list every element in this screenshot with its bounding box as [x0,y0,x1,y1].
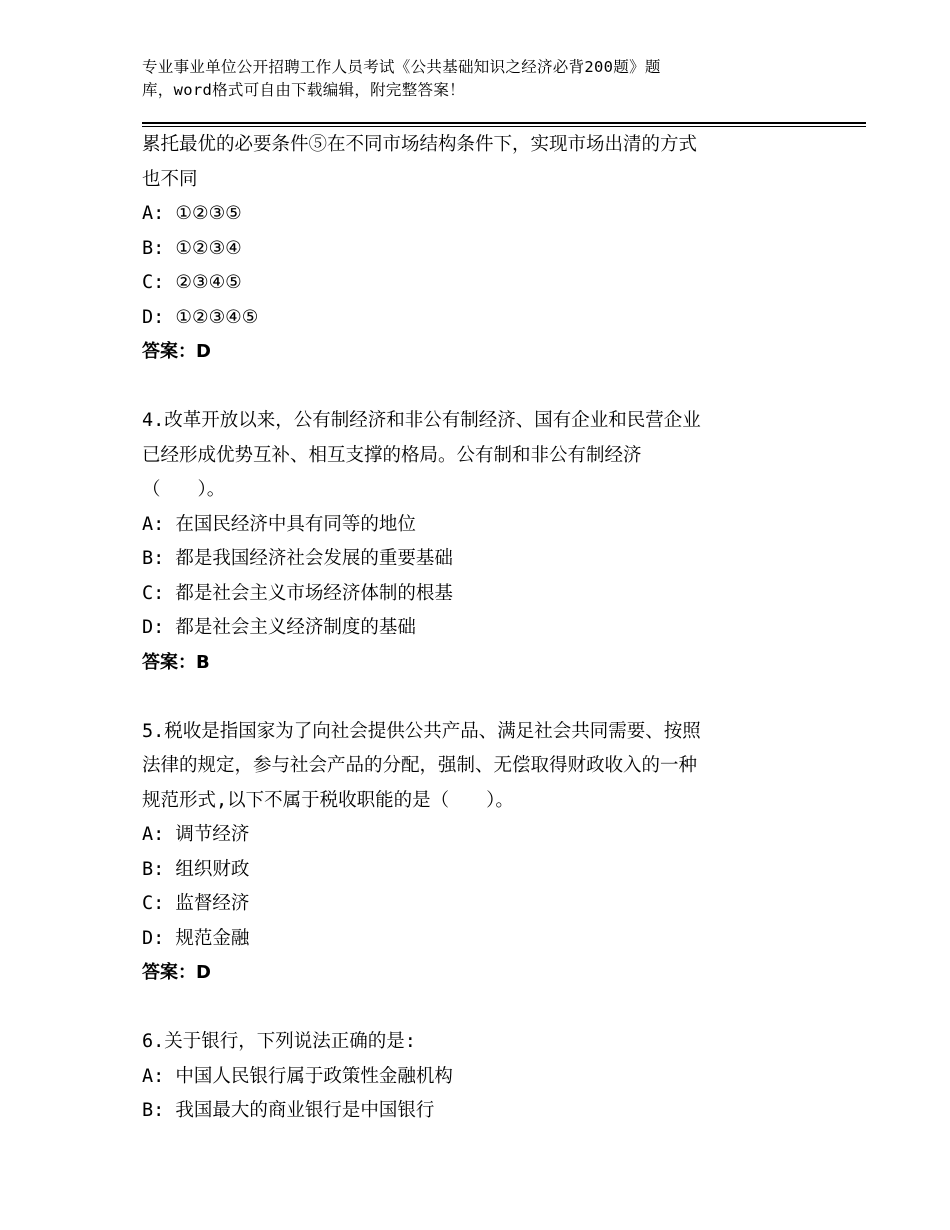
question-stem-line: 6.关于银行，下列说法正确的是: [142,1031,416,1052]
question-4 [142,404,802,680]
option-b: B: 我国最大的商业银行是中国银行 [142,1100,435,1121]
option-c: C: 都是社会主义市场经济体制的根基 [142,582,453,604]
document-body [142,128,802,1129]
option-b: B: 都是我国经济社会发展的重要基础 [142,548,453,569]
answer-label: 答案：D [142,962,211,983]
answer-label: 答案：D [142,341,211,362]
option-c: C: ②③④⑤ [142,272,242,293]
spacer [142,370,802,405]
option-a: A: 在国民经济中具有同等的地位 [142,513,416,535]
question-stem-line: （ ）。 [142,479,226,500]
question-stem-line: 5.税收是指国家为了向社会提供公共产品、满足社会共同需要、按照 [142,720,701,742]
question-5 [142,715,802,991]
question-3-continued [142,128,802,370]
question-stem-line: 累托最优的必要条件⑤在不同市场结构条件下，实现市场出清的方式 [142,134,698,155]
header-divider-thin [142,126,866,127]
option-d: D: ①②③④⑤ [142,306,259,328]
option-d: D: 规范金融 [142,927,250,949]
header-title-line-1: 专业事业单位公开招聘工作人员考试《公共基础知识之经济必背200题》题 [142,58,661,76]
question-stem-line: 4.改革开放以来，公有制经济和非公有制经济、国有企业和民营企业 [142,410,701,431]
option-b: B: 组织财政 [142,858,250,880]
header-divider-thick [142,122,866,124]
question-6 [142,1025,802,1129]
option-a: A: 调节经济 [142,824,250,845]
option-b: B: ①②③④ [142,237,242,259]
question-stem-line: 已经形成优势互补、相互支撑的格局。公有制和非公有制经济 [142,444,642,466]
option-c: C: 监督经济 [142,893,250,914]
answer-label: 答案：B [142,651,210,673]
page-header [142,56,792,102]
question-stem-line: 规范形式,以下不属于税收职能的是（ ）。 [142,789,514,811]
header-title-line-2: 库，word格式可自由下载编辑，附完整答案！ [142,81,465,99]
question-stem-line: 法律的规定，参与社会产品的分配，强制、无偿取得财政收入的一种 [142,755,698,776]
spacer [142,680,802,715]
spacer [142,991,802,1026]
question-stem-line: 也不同 [142,168,198,190]
option-a: A: ①②③⑤ [142,203,242,224]
option-a: A: 中国人民银行属于政策性金融机构 [142,1065,453,1087]
option-d: D: 都是社会主义经济制度的基础 [142,617,416,638]
